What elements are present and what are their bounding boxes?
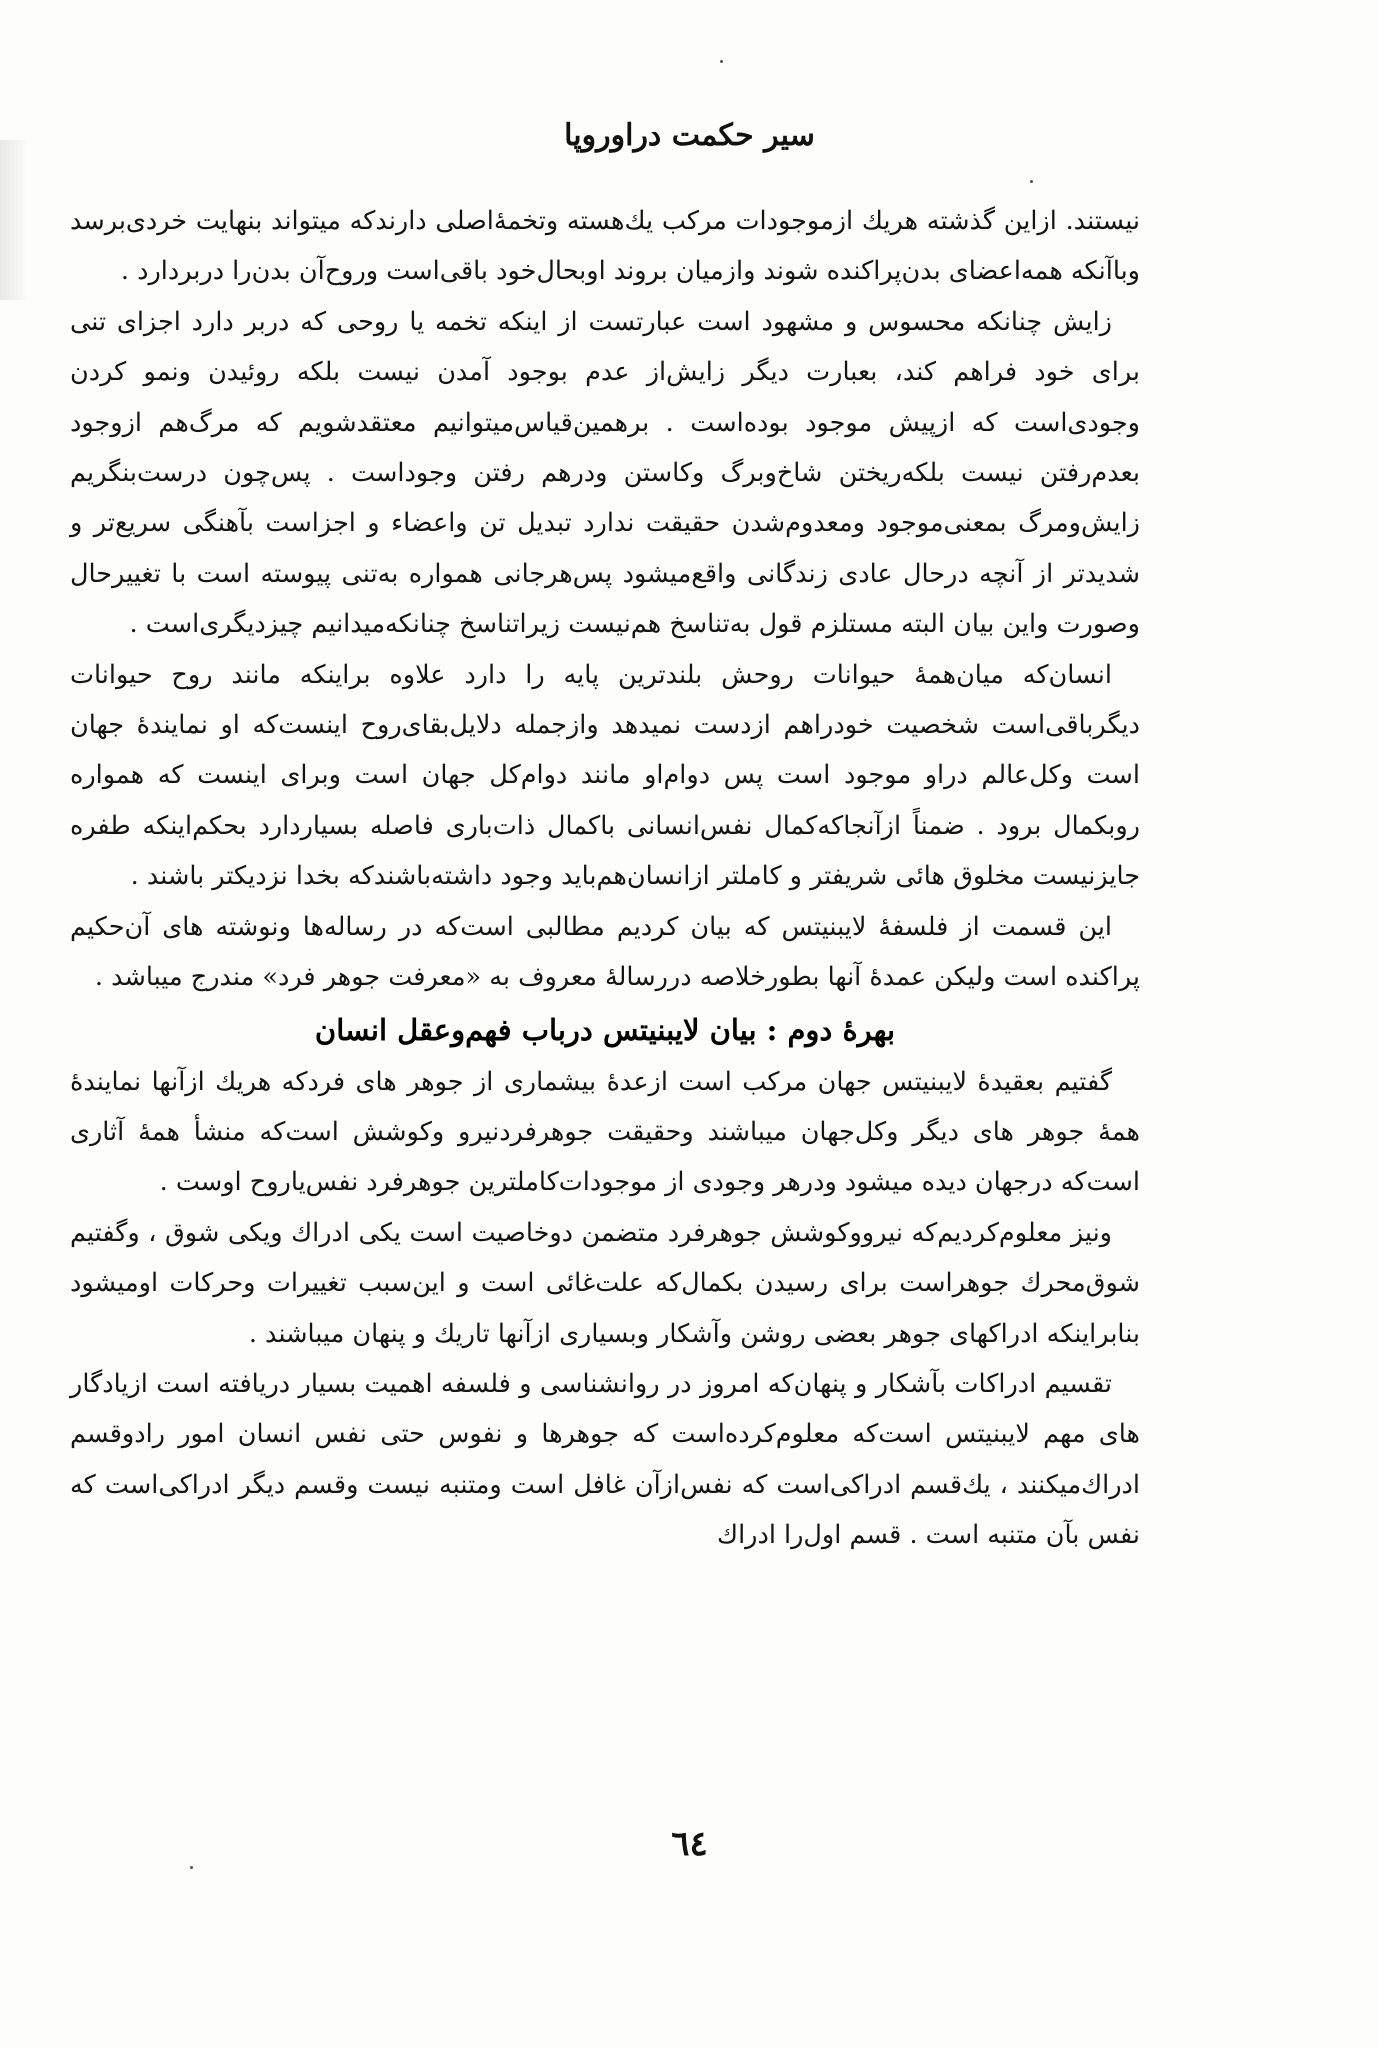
paragraph: گفتیم بعقیدهٔ لایبنیتس جهان مرکب است ازعدهٔ بیشماری از جوهر های فردکه هریك ازآنها نمایندهٔ همهٔ جوهر های دیگر وکل‌جهان میباشند وحقیقت جوهرفردنیرو وکوشش است‌که منشأ همهٔ آثاری است‌که درجهان دیده میشود ودرهر وجودی از موجودات‌کاملترین جوهرفرد نفس‌یاروح اوست . <box>70 1066 1140 1198</box>
paragraph: این قسمت از فلسفهٔ لایبنیتس که بیان کردیم مطالبی است‌که در رساله‌ها ونوشته های آن‌حکیم پراکنده است ولیکن عمدهٔ آنها بطورخلاصه دررسالهٔ معروف به «معرفت جوهر فرد» مندرج میباشد . <box>70 911 1140 993</box>
body-text <box>70 196 1140 1561</box>
paragraph: زایش چنانکه محسوس و مشهود است عبارتست از اینکه تخمه یا روحی که دربر دارد اجزای تنی برای خود فراهم کند، بعبارت دیگر زایش‌از عدم بوجود آمدن نیست بلکه روئیدن ونمو کردن وجودی‌است که ازپیش موجود بوده‌است . برهمین‌قیاس‌میتوانیم معتقدشویم که مرگ‌هم ازوجود بعدم‌رفتن نیست بلکه‌ریختن شاخ‌وبرگ وکاستن ودرهم رفتن وجوداست . پس‌چون درست‌بنگریم زایش‌ومرگ بمعنی‌موجود ومعدوم‌شدن حقیقت ندارد تبدیل تن واعضاء و اجزاست بآهنگی سریع‌تر و شدیدتر از آنچه درحال عادی زندگانی واقع‌میشود پس‌هرجانی همواره به‌تنی پیوسته است با تغییرحال وصورت واین بیان البته مستلزم قول به‌تناسخ هم‌نیست زیراتناسخ چنانکه‌میدانیم چیزدیگری‌است . <box>70 306 1140 640</box>
paragraph: انسان‌که میان‌همهٔ حیوانات روحش بلندترین پایه را دارد علاوه براینکه مانند روح حیوانات دیگرباقی‌است شخصیت خودراهم ازدست نمیدهد وازجمله دلایل‌بقای‌روح اینست‌که او نمایندهٔ جهان است وکل‌عالم دراو موجود است پس دوام‌او مانند دوام‌کل جهان است وبرای اینست که همواره روبکمال برود . ضمناً ازآنجاکه‌کمال نفس‌انسانی باکمال ذات‌باری فاصله بسیاردارد بحکم‌اینکه طفره جایز‌نیست مخلوق هائی شریفتر و کاملتر ازانسان‌هم‌باید وجود داشته‌باشندکه بخدا نزدیکتر باشند . <box>70 659 1140 892</box>
scan-speck <box>1030 180 1033 183</box>
running-title: سیر حکمت دراوروپا <box>564 118 815 153</box>
scan-speck <box>720 60 723 63</box>
scan-edge-shadow <box>0 140 28 300</box>
paragraph: نیستند. ازاین گذشته هریك ازموجودات مرکب یك‌هسته وتخمهٔ‌اصلی دارندکه میتواند بنهایت خردی‌برسد وباآنکه همه‌اعضای بدن‌پراکنده شوند وازمیان بروند اوبحال‌خود باقی‌است ‌وروح‌آن بدن‌را دربردارد . <box>70 206 1140 287</box>
paragraph: تقسیم ادراکات بآشکار و پنهان‌که امروز در روانشناسی و فلسفه اهمیت بسیار دریافته است ازیادگار های مهم لایبنیتس است‌که معلوم‌کرده‌است که جوهرها و نفوس حتی نفس انسان امور رادوقسم ادراك‌میکنند ، یك‌قسم ادراکی‌است که نفس‌ازآن غافل است ومتنبه نیست وقسم دیگر ادراکی‌است که نفس بآن متنبه است . قسم اول‌را ادراك <box>70 1368 1140 1551</box>
paragraph: ونیز معلوم‌کردیم‌که نیروو‌کوشش جوهرفرد متضمن دوخاصیت است یکی ادراك ویکی شوق ، وگفتیم شوق‌محرك جوهراست برای رسیدن بکمال‌که علت‌غائی است و این‌سبب تغییرات وحرکات اومیشود بنابراینکه ادراکهای جوهر بعضی روشن وآشکار وبسیاری ازآنها تاریك و پنهان میباشند . <box>70 1217 1140 1349</box>
section-heading: بهرهٔ دوم : بیان لایبنیتس درباب فهم‌وعقل انسان <box>314 1012 896 1047</box>
page-number: ٦٤ <box>671 1824 708 1864</box>
scan-speck <box>190 1866 193 1869</box>
